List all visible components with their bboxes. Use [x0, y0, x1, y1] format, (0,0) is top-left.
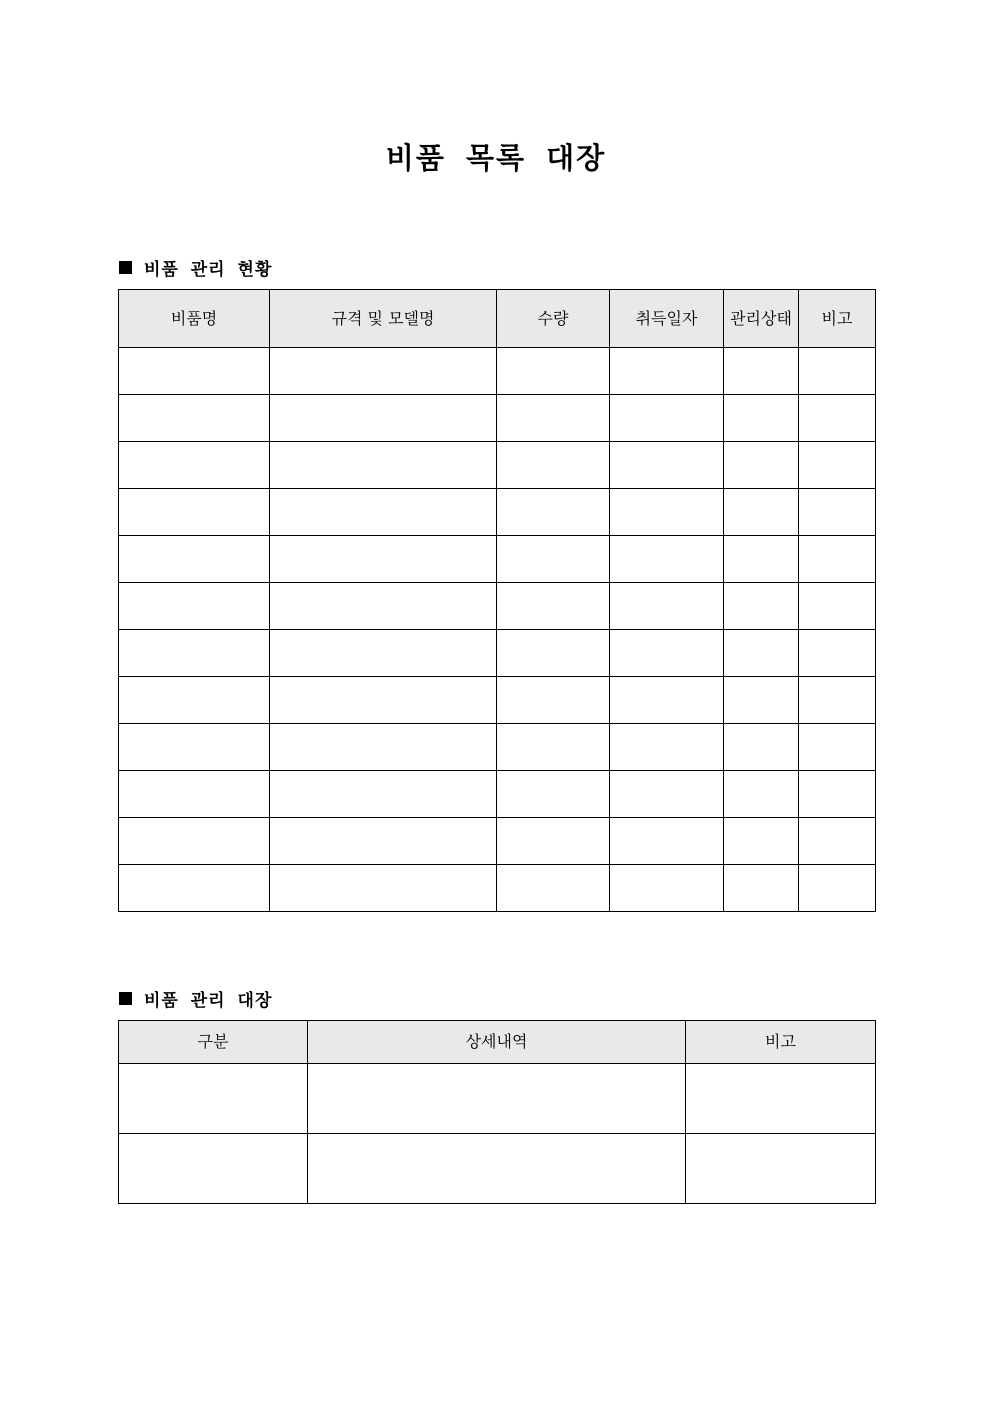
- table-cell[interactable]: [270, 442, 497, 489]
- table-cell[interactable]: [270, 771, 497, 818]
- table-cell[interactable]: [119, 489, 270, 536]
- table-row: [119, 724, 876, 771]
- table-cell[interactable]: [270, 536, 497, 583]
- table-cell[interactable]: [497, 771, 610, 818]
- table-cell[interactable]: [724, 489, 799, 536]
- table-cell[interactable]: [119, 536, 270, 583]
- table-cell[interactable]: [799, 724, 876, 771]
- section-heading-label: 비품 관리 대장: [144, 991, 273, 1011]
- table-row: [119, 348, 876, 395]
- table-row: [119, 818, 876, 865]
- table-cell[interactable]: [270, 395, 497, 442]
- table-cell[interactable]: [724, 630, 799, 677]
- table-header-row: [119, 1021, 876, 1064]
- table-cell[interactable]: [799, 395, 876, 442]
- equipment-status-table: [118, 289, 876, 912]
- column-header-management-status: 관리상태: [724, 290, 799, 348]
- section-heading-ledger: [119, 986, 272, 1011]
- table-cell[interactable]: [724, 442, 799, 489]
- column-header-spec-model: 규격 및 모델명: [270, 290, 497, 348]
- table-cell[interactable]: [119, 771, 270, 818]
- table-cell[interactable]: [497, 583, 610, 630]
- document-title: 비품 목록 대장: [385, 141, 607, 175]
- column-header-remarks: 비고: [686, 1021, 876, 1064]
- table-cell[interactable]: [610, 583, 724, 630]
- table-cell[interactable]: [610, 865, 724, 912]
- table-cell[interactable]: [308, 1064, 686, 1134]
- table-row: [119, 677, 876, 724]
- table-cell[interactable]: [799, 865, 876, 912]
- table-row: [119, 865, 876, 912]
- table-cell[interactable]: [270, 630, 497, 677]
- table-row: [119, 489, 876, 536]
- table-cell[interactable]: [270, 724, 497, 771]
- table-cell[interactable]: [799, 348, 876, 395]
- table-header-row: [119, 290, 876, 348]
- table-cell[interactable]: [610, 724, 724, 771]
- column-header-remarks: 비고: [799, 290, 876, 348]
- table-cell[interactable]: [799, 442, 876, 489]
- table-cell[interactable]: [799, 536, 876, 583]
- table-cell[interactable]: [799, 583, 876, 630]
- table-cell[interactable]: [270, 677, 497, 724]
- column-header-category: 구분: [119, 1021, 308, 1064]
- table-cell[interactable]: [610, 771, 724, 818]
- table-cell[interactable]: [799, 771, 876, 818]
- table-row: [119, 583, 876, 630]
- column-header-details: 상세내역: [308, 1021, 686, 1064]
- table-cell[interactable]: [799, 677, 876, 724]
- square-bullet-icon: [119, 261, 132, 274]
- table-cell[interactable]: [119, 348, 270, 395]
- table-cell[interactable]: [497, 818, 610, 865]
- table-cell[interactable]: [119, 1064, 308, 1134]
- table-cell[interactable]: [724, 677, 799, 724]
- table-cell[interactable]: [497, 865, 610, 912]
- table-cell[interactable]: [799, 818, 876, 865]
- table-cell[interactable]: [724, 395, 799, 442]
- table-cell[interactable]: [610, 489, 724, 536]
- table-cell[interactable]: [724, 818, 799, 865]
- table-cell[interactable]: [610, 536, 724, 583]
- table-row: [119, 771, 876, 818]
- table-cell[interactable]: [497, 489, 610, 536]
- table-cell[interactable]: [270, 865, 497, 912]
- table-cell[interactable]: [497, 348, 610, 395]
- table-row: [119, 1064, 876, 1134]
- table-row: [119, 1134, 876, 1204]
- table-cell[interactable]: [119, 630, 270, 677]
- table-cell[interactable]: [497, 724, 610, 771]
- column-header-acquisition-date: 취득일자: [610, 290, 724, 348]
- table-cell[interactable]: [724, 536, 799, 583]
- table-cell[interactable]: [497, 536, 610, 583]
- table-cell[interactable]: [270, 583, 497, 630]
- square-bullet-icon: [119, 992, 132, 1005]
- equipment-ledger-table: [118, 1020, 876, 1204]
- table-cell[interactable]: [799, 489, 876, 536]
- table-cell[interactable]: [119, 442, 270, 489]
- table-cell[interactable]: [610, 395, 724, 442]
- table-cell[interactable]: [724, 771, 799, 818]
- table-cell[interactable]: [119, 724, 270, 771]
- table-cell[interactable]: [497, 395, 610, 442]
- table-cell[interactable]: [724, 583, 799, 630]
- table-cell[interactable]: [724, 724, 799, 771]
- table-cell[interactable]: [497, 630, 610, 677]
- table-cell[interactable]: [119, 865, 270, 912]
- table-cell[interactable]: [270, 489, 497, 536]
- column-header-quantity: 수량: [497, 290, 610, 348]
- table-cell[interactable]: [119, 583, 270, 630]
- table-cell[interactable]: [799, 630, 876, 677]
- column-header-item-name: 비품명: [119, 290, 270, 348]
- table-cell[interactable]: [610, 630, 724, 677]
- table-cell[interactable]: [270, 818, 497, 865]
- table-cell[interactable]: [119, 677, 270, 724]
- table-cell[interactable]: [610, 442, 724, 489]
- table-cell[interactable]: [497, 677, 610, 724]
- table-cell[interactable]: [119, 1134, 308, 1204]
- table-cell[interactable]: [686, 1134, 876, 1204]
- table-cell[interactable]: [610, 677, 724, 724]
- table-cell[interactable]: [308, 1134, 686, 1204]
- table-row: [119, 536, 876, 583]
- table-cell[interactable]: [724, 865, 799, 912]
- table-row: [119, 630, 876, 677]
- table-cell[interactable]: [610, 818, 724, 865]
- table-cell[interactable]: [497, 442, 610, 489]
- table-cell[interactable]: [610, 348, 724, 395]
- table-cell[interactable]: [686, 1064, 876, 1134]
- table-row: [119, 395, 876, 442]
- table-row: [119, 442, 876, 489]
- table-cell[interactable]: [270, 348, 497, 395]
- section-heading-status: [119, 255, 272, 280]
- table-cell[interactable]: [119, 395, 270, 442]
- table-cell[interactable]: [724, 348, 799, 395]
- section-heading-label: 비품 관리 현황: [144, 260, 273, 280]
- table-cell[interactable]: [119, 818, 270, 865]
